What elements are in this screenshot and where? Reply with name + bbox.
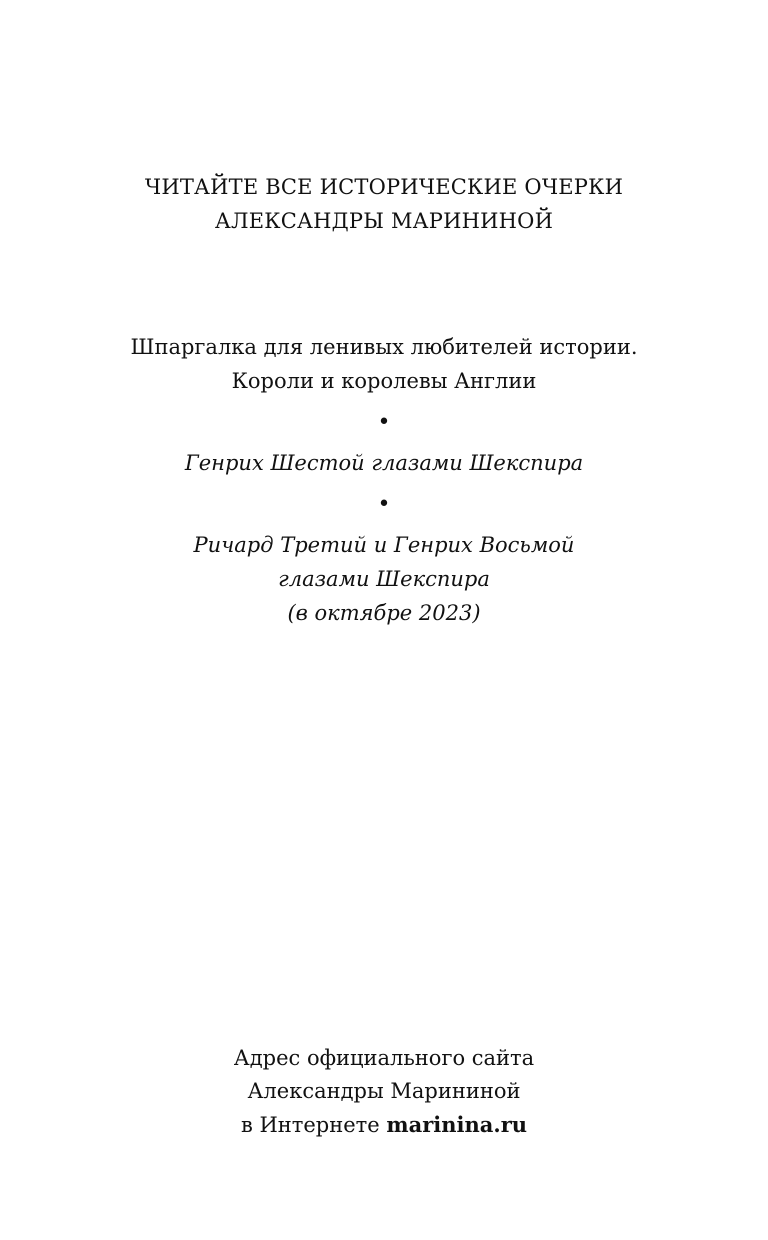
website-notice-line-2: Александры Марининой (247, 1079, 521, 1103)
series-heading-line-1: ЧИТАЙТЕ ВСЕ ИСТОРИЧЕСКИЕ ОЧЕРКИ (144, 175, 624, 199)
book-release-note: (в октябре 2023) (287, 601, 481, 625)
book-title-line-1: Шпаргалка для ленивых любителей истории. (130, 335, 638, 359)
website-notice-line-1: Адрес официального сайта (233, 1046, 535, 1070)
book-title-line-1: Генрих Шестой глазами Шекспира (184, 451, 584, 475)
book-entry-richard-henry (0, 528, 768, 630)
website-notice-line-3 (0, 1108, 768, 1142)
website-prefix: в Интернете (240, 1113, 387, 1137)
book-entry-henry-sixth (0, 446, 768, 480)
book-title-line-2: глазами Шекспира (278, 567, 490, 591)
bullet-separator-1: • (377, 410, 391, 435)
book-title-line-1: Ричард Третий и Генрих Восьмой (193, 533, 575, 557)
website-notice (0, 1042, 768, 1142)
book-entry-cheatsheet (0, 330, 768, 398)
series-heading-line-2: АЛЕКСАНДРЫ МАРИНИНОЙ (214, 209, 554, 233)
series-heading (0, 170, 768, 238)
website-link[interactable]: marinina.ru (386, 1112, 528, 1137)
book-title-line-2: Короли и королевы Англии (231, 369, 537, 393)
book-list (0, 330, 768, 630)
bullet-separator-2: • (377, 492, 391, 517)
